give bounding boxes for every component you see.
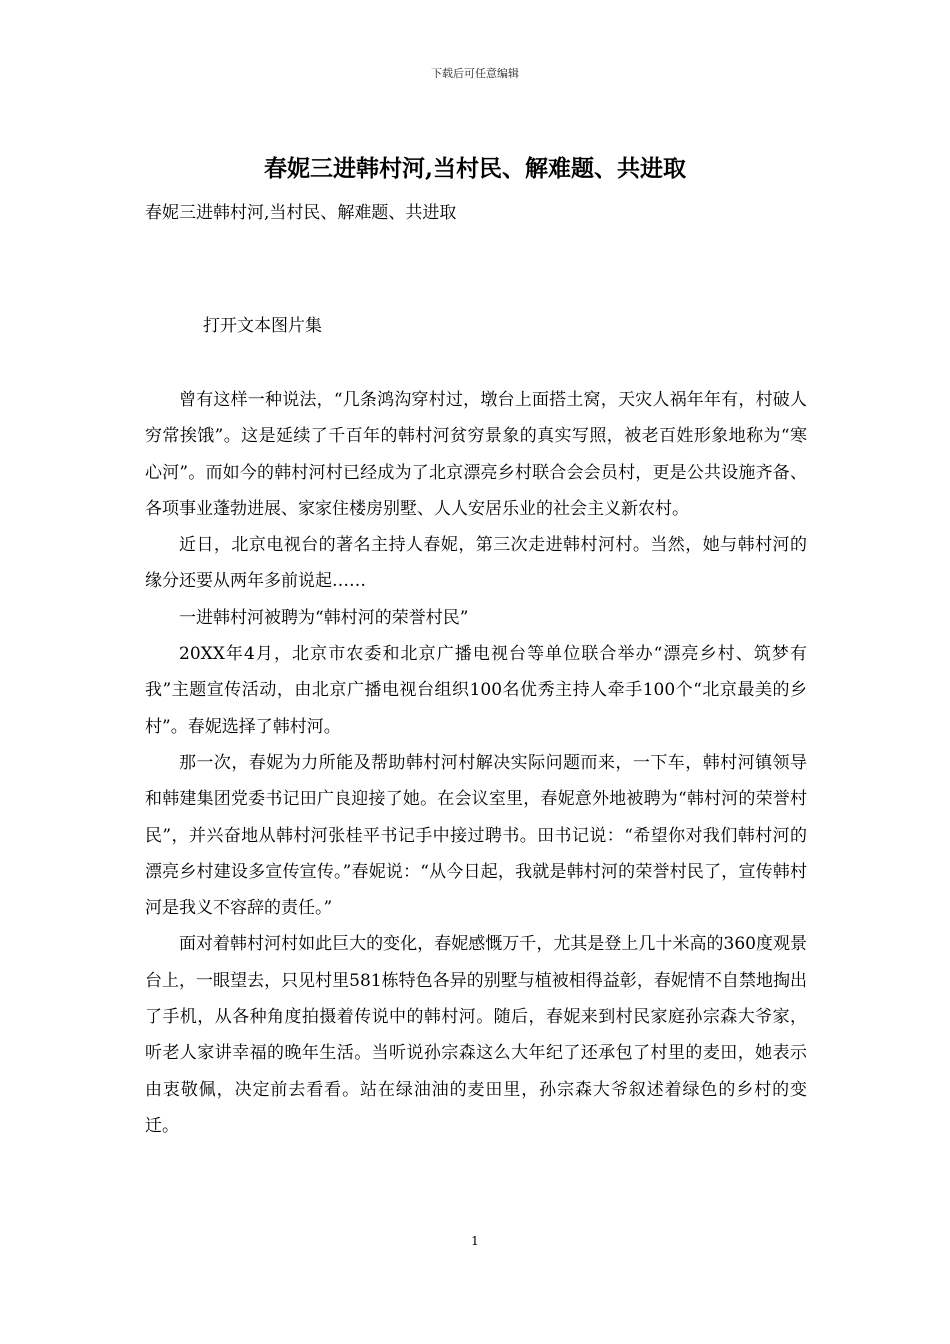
paragraph: 那一次，春妮为力所能及帮助韩村河村解决实际问题而来，一下车，韩村河镇领导和韩建集团党委书记田广良迎接了她。在会议室里，春妮意外地被聘为“韩村河的荣誉村民”，并兴奋地从韩村河张桂平书记手中接过聘书。田书记说：“希望你对我们韩村河的漂亮乡村建设多宣传宣传。”春妮说：“从今日起，我就是韩村河的荣誉村民了，宣传韩村河是我义不容辞的责任。” <box>145 752 807 919</box>
section-heading: 一进韩村河被聘为“韩村河的荣誉村民” <box>179 607 469 628</box>
paragraph: 面对着韩村河村如此巨大的变化，春妮感慨万千，尤其是登上几十米高的360度观景台上，一眼望去，只见村里581栋特色各异的别墅与植被相得益彰，春妮情不自禁地掏出了手机，从各种角度拍摄着传说中的韩村河。随后，春妮来到村民家庭孙宗森大爷家，听老人家讲幸福的晚年生活。当听说孙宗森这么大年纪了还承包了村里的麦田，她表示由衷敬佩，决定前去看看。站在绿油油的麦田里，孙宗森大爷叙述着绿色的乡村的变迁。 <box>145 934 807 1136</box>
paragraph: 曾有这样一种说法，“几条鸿沟穿村过，墩台上面搭土窝，天灾人祸年年有，村破人穷常挨饿”。这是延续了千百年的韩村河贫穷景象的真实写照，被老百姓形象地称为“寒心河”。而如今的韩村河村已经成为了北京漂亮乡村联合会会员村，更是公共设施齐备、各项事业蓬勃进展、家家住楼房别墅、人人安居乐业的社会主义新农村。 <box>145 390 807 519</box>
paragraph: 20XX年4月，北京市农委和北京广播电视台等单位联合举办“漂亮乡村、筑梦有我”主题宣传活动，由北京广播电视台组织100名优秀主持人牵手100个“北京最美的乡村”。春妮选择了韩村河。 <box>145 644 807 737</box>
paragraph: 近日，北京电视台的著名主持人春妮，第三次走进韩村河村。当然，她与韩村河的缘分还要从两年多前说起…… <box>145 535 807 592</box>
article-title: 春妮三进韩村河,当村民、解难题、共进取 <box>263 155 686 182</box>
article-body <box>145 382 807 1144</box>
article-subtitle: 春妮三进韩村河,当村民、解难题、共进取 <box>145 203 457 223</box>
header-note: 下载后可任意编辑 <box>431 67 519 80</box>
page-number: 1 <box>471 1234 479 1248</box>
open-image-gallery-link[interactable]: 打开文本图片集 <box>203 316 322 336</box>
